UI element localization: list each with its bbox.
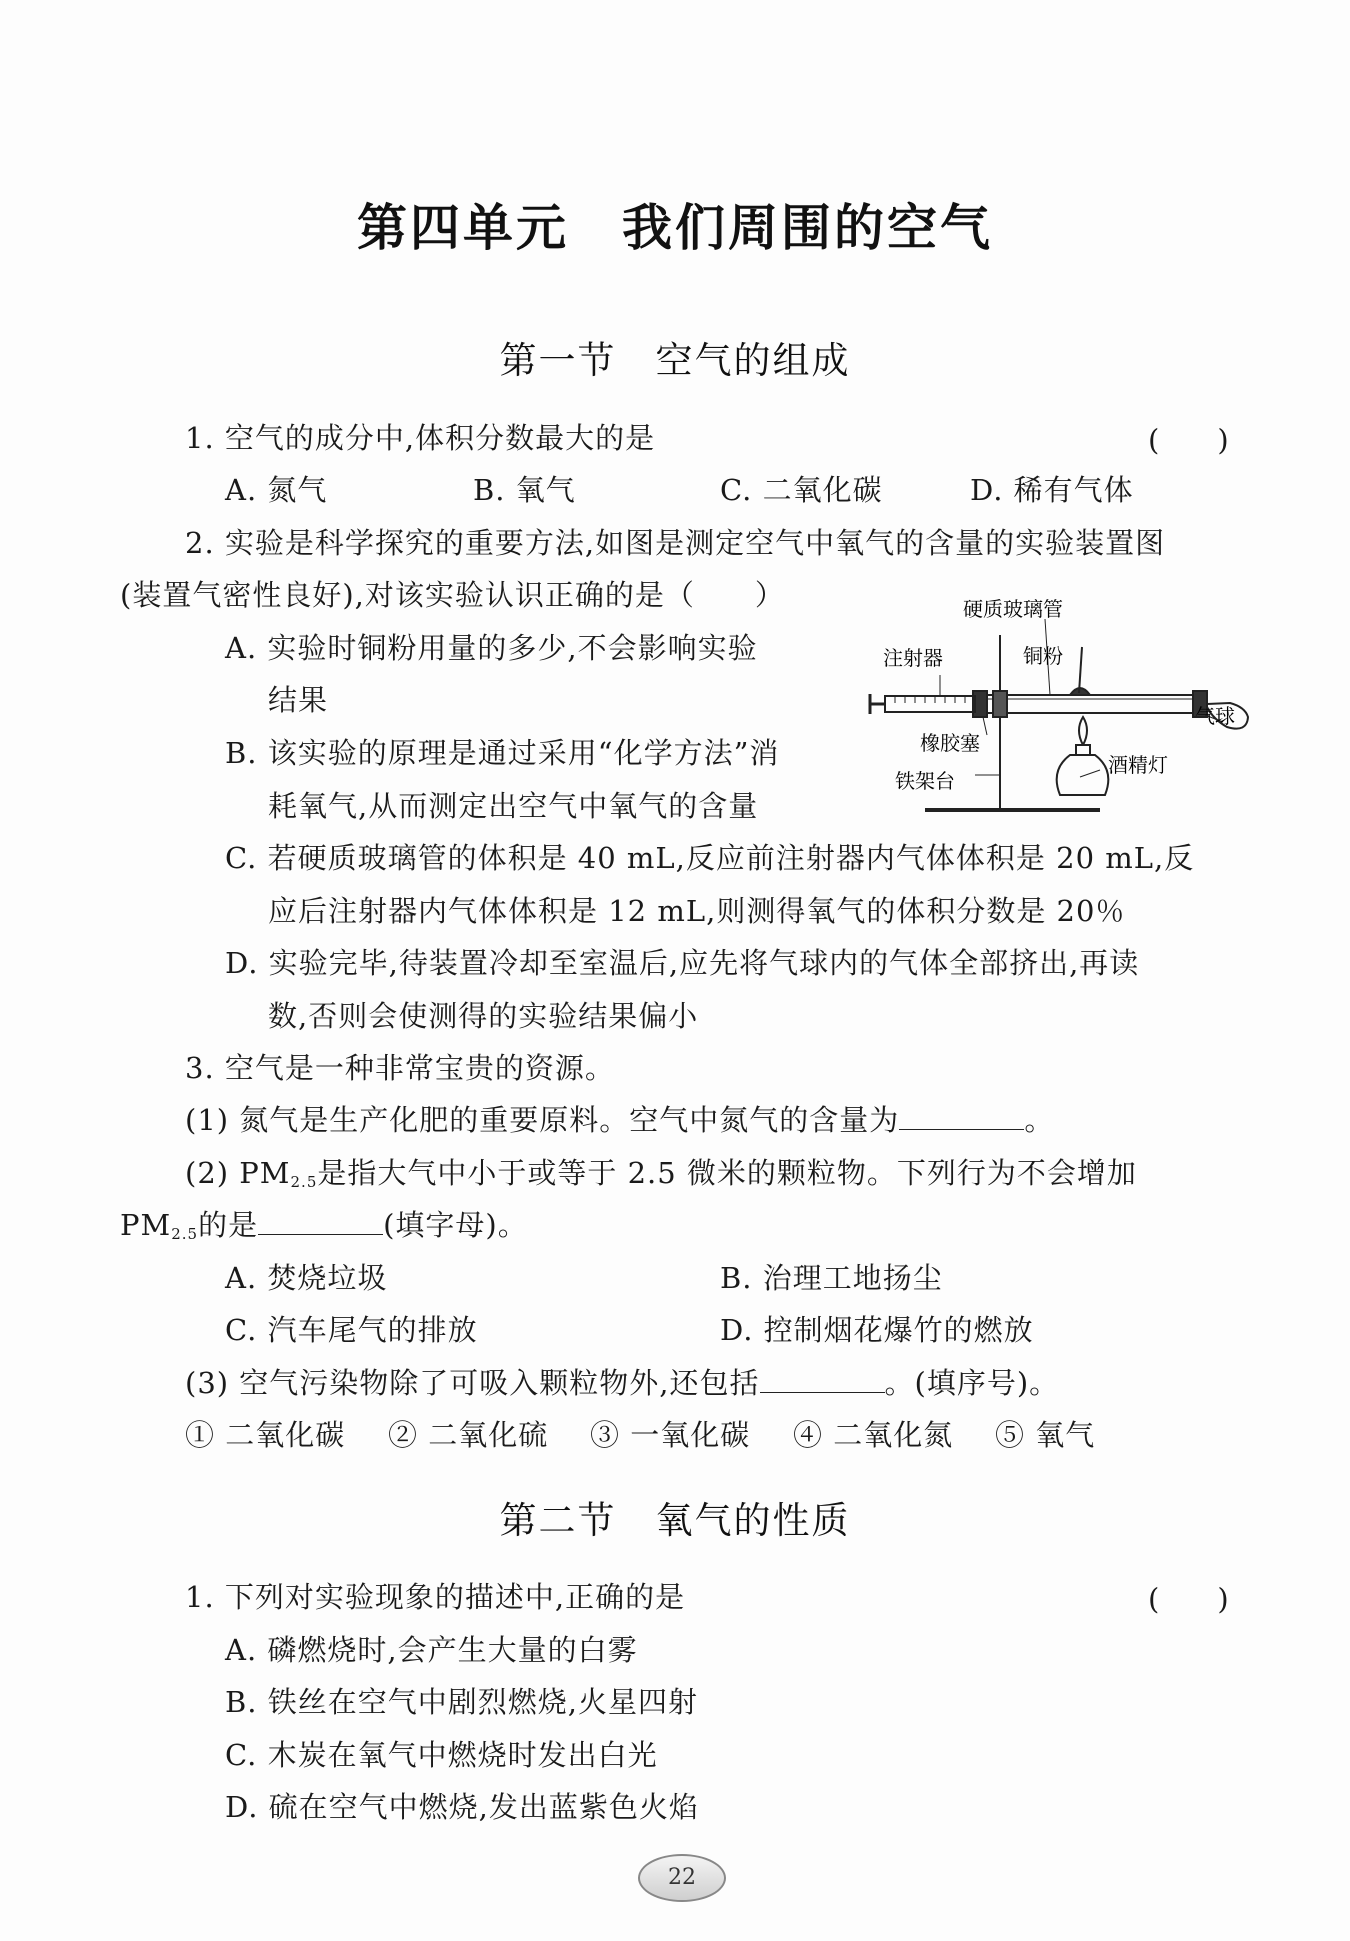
s1-q1-option-d: D. 稀有气体 — [970, 473, 1134, 507]
figure-label-balloon: 气球 — [1195, 704, 1235, 728]
section1-title: 第一节 空气的组成 — [499, 339, 851, 382]
answer-blank[interactable] — [760, 1364, 885, 1393]
figure-label-copper: 铜粉 — [1023, 644, 1063, 668]
figure-label-syringe: 注射器 — [883, 646, 943, 670]
pm-text-2: PM — [120, 1208, 172, 1242]
s1-q3-part3-text: (3) 空气污染物除了可吸入颗粒物外,还包括 — [185, 1366, 760, 1400]
experiment-apparatus-figure — [865, 595, 1250, 825]
s1-q2-option-d-line1: D. 实验完毕,待装置冷却至室温后,应先将气球内的气体全部挤出,再读 — [225, 946, 1140, 980]
s1-q3-option-a: A. 焚烧垃圾 — [225, 1261, 388, 1295]
s2-q1-answer-paren: ( ) — [1148, 1582, 1229, 1616]
s1-q3-part1-text: (1) 氮气是生产化肥的重要原料。空气中氮气的含量为 — [185, 1103, 900, 1137]
s1-q2-stem-line1: 2. 实验是科学探究的重要方法,如图是测定空气中氧气的含量的实验装置图 — [185, 526, 1166, 560]
s1-q2-option-b-line2: 耗氧气,从而测定出空气中氧气的含量 — [268, 789, 759, 823]
s1-q3-part2-cont — [120, 1205, 528, 1254]
s1-q1-stem: 1. 空气的成分中,体积分数最大的是 — [185, 421, 656, 455]
s1-q2-option-a-line2: 结果 — [268, 683, 329, 717]
s1-q3-stem: 3. 空气是一种非常宝贵的资源。 — [185, 1051, 615, 1085]
s1-q2-option-d-line2: 数,否则会使测得的实验结果偏小 — [268, 999, 699, 1033]
s2-q1-stem: 1. 下列对实验现象的描述中,正确的是 — [185, 1580, 686, 1614]
s1-q3-p3-item-1: ① 二氧化碳 — [185, 1418, 346, 1452]
s1-q3-part3 — [185, 1363, 1059, 1403]
alcohol-lamp — [1057, 755, 1109, 795]
s2-q1-option-b: B. 铁丝在空气中剧烈燃烧,火星四射 — [225, 1685, 698, 1719]
s1-q3-part1 — [185, 1100, 1054, 1140]
s1-q3-p3-item-2: ② 二氧化硫 — [388, 1418, 549, 1452]
unit-title: 第四单元 我们周围的空气 — [357, 199, 993, 257]
s2-q1-option-a: A. 磷燃烧时,会产生大量的白雾 — [225, 1633, 638, 1667]
s1-q3-part3-note: 。(填序号)。 — [884, 1366, 1060, 1400]
s1-q3-part1-end: 。 — [1024, 1103, 1055, 1137]
pm-text: (2) PM — [185, 1156, 291, 1190]
s1-q3-option-d: D. 控制烟花爆竹的燃放 — [720, 1313, 1034, 1347]
figure-label-lamp: 酒精灯 — [1108, 753, 1168, 777]
figure-label-stopper: 橡胶塞 — [920, 731, 980, 755]
s1-q3-option-b: B. 治理工地扬尘 — [720, 1261, 943, 1295]
page-number: 22 — [638, 1854, 726, 1902]
s2-q1-option-d: D. 硫在空气中燃烧,发出蓝紫色火焰 — [225, 1790, 699, 1824]
s1-q3-part2-note: (填字母)。 — [383, 1208, 528, 1242]
flame — [1079, 717, 1087, 745]
s1-q2-stem-line2: (装置气密性良好),对该实验认识正确的是（ ） — [120, 578, 785, 612]
answer-blank[interactable] — [258, 1206, 383, 1235]
glass-tube — [980, 695, 1200, 713]
s1-q1-answer-paren: ( ) — [1148, 423, 1229, 457]
s1-q3-part2-prompt: 的是 — [198, 1208, 259, 1242]
syringe-barrel — [885, 696, 975, 712]
s1-q1-option-b: B. 氧气 — [473, 473, 576, 507]
s1-q3-part2 — [185, 1153, 1137, 1202]
pm-subscript: 2.5 — [290, 1173, 318, 1191]
s1-q3-part2-text: 是指大气中小于或等于 2.5 微米的颗粒物。下列行为不会增加 — [317, 1156, 1137, 1190]
answer-blank[interactable] — [899, 1101, 1024, 1130]
s1-q2-option-a-line1: A. 实验时铜粉用量的多少,不会影响实验 — [225, 631, 758, 665]
s1-q3-p3-item-3: ③ 一氧化碳 — [590, 1418, 751, 1452]
s1-q1-option-a: A. 氮气 — [225, 473, 328, 507]
s1-q2-option-c-line1: C. 若硬质玻璃管的体积是 40 mL,反应前注射器内气体体积是 20 mL,反 — [225, 841, 1195, 875]
s1-q3-p3-item-5: ⑤ 氧气 — [995, 1418, 1096, 1452]
s1-q3-p3-item-4: ④ 二氧化氮 — [793, 1418, 954, 1452]
s1-q3-option-c: C. 汽车尾气的排放 — [225, 1313, 478, 1347]
s1-q2-option-c-line2: 应后注射器内气体体积是 12 mL,则测得氧气的体积分数是 20％ — [268, 894, 1126, 928]
section2-title: 第二节 氧气的性质 — [499, 1499, 851, 1542]
s1-q2-option-b-line1: B. 该实验的原理是通过采用“化学方法”消 — [225, 736, 780, 770]
pm-subscript-2: 2.5 — [171, 1225, 199, 1243]
s2-q1-option-c: C. 木炭在氧气中燃烧时发出白光 — [225, 1738, 658, 1772]
s1-q1-option-c: C. 二氧化碳 — [720, 473, 883, 507]
figure-label-tube: 硬质玻璃管 — [963, 597, 1063, 621]
figure-label-stand: 铁架台 — [895, 769, 955, 793]
